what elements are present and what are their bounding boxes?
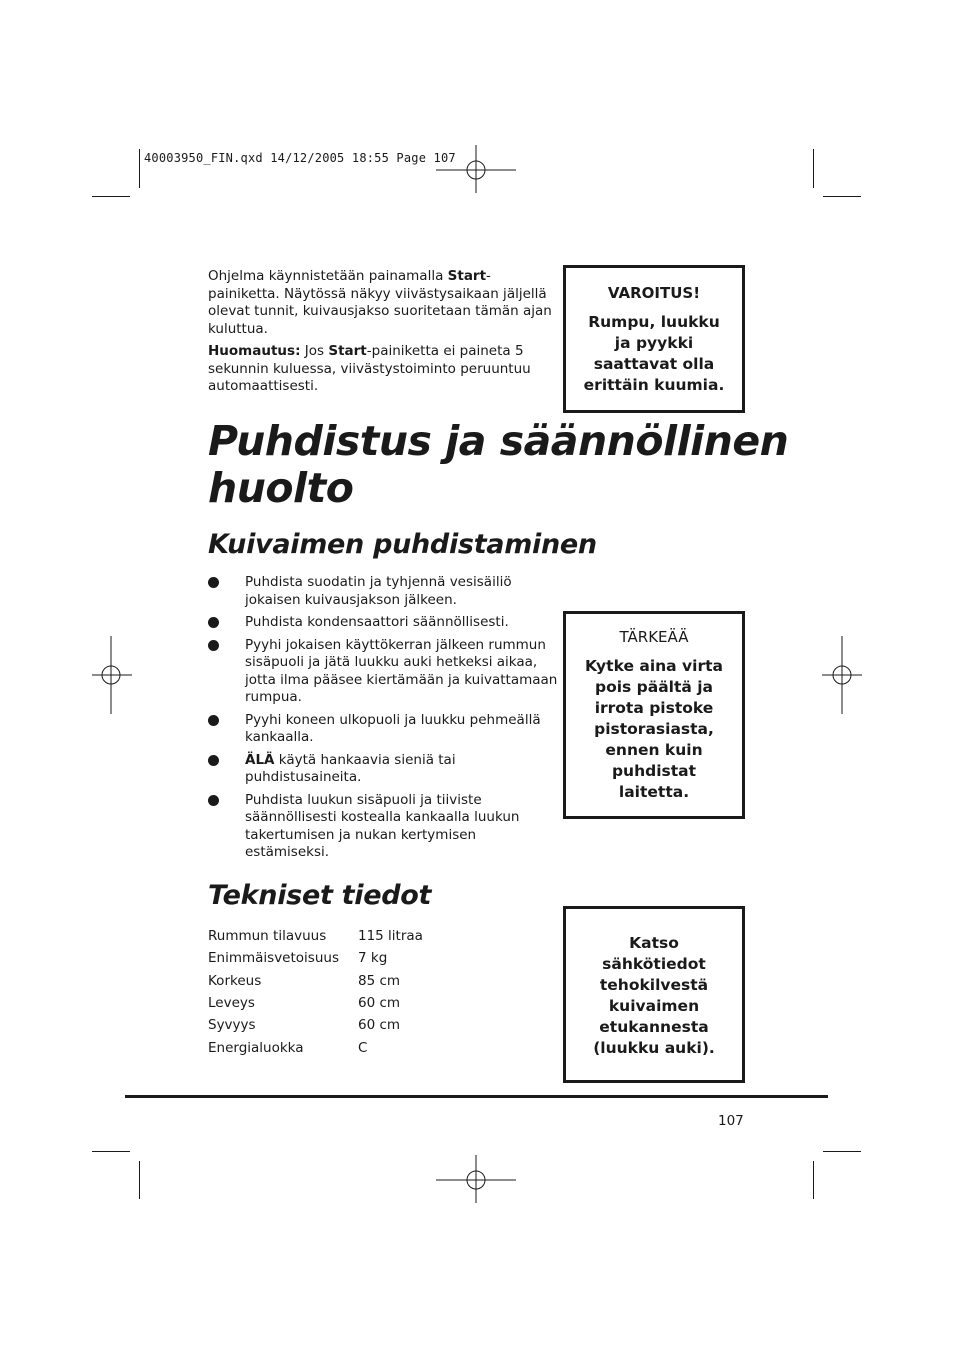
important-heading: TÄRKEÄÄ <box>619 628 689 646</box>
table-row: Syvyys 60 cm <box>208 1017 401 1034</box>
crop-mark <box>823 196 861 197</box>
registration-mark-icon <box>436 145 516 195</box>
footer-rule <box>125 1095 828 1098</box>
cleaning-list <box>208 574 563 867</box>
crop-mark <box>813 149 814 188</box>
bullet-icon <box>208 577 219 588</box>
table-row: Enimmäisvetoisuus 7 kg <box>208 950 388 967</box>
crop-mark <box>813 1161 814 1199</box>
crop-mark <box>92 196 130 197</box>
table-row: Leveys 60 cm <box>208 995 401 1012</box>
section-heading-specs: Tekniset tiedot <box>208 880 432 911</box>
note-paragraph: Huomautus: Jos Start-painiketta ei paineta 5 sekunnin kuluessa, viivästystoiminto peruuntuu automaattisesti. <box>208 343 531 394</box>
list-item: ÄLÄ käytä hankaavia sieniä tai puhdistusaineita. <box>208 752 563 787</box>
intro-text <box>208 268 558 401</box>
list-item: Puhdista kondensaattori säännöllisesti. <box>208 614 563 632</box>
registration-mark-icon <box>92 636 132 714</box>
print-slug: 40003950_FIN.qxd 14/12/2005 18:55 Page 107 <box>144 151 456 165</box>
page-number: 107 <box>718 1113 744 1129</box>
table-row: Korkeus 85 cm <box>208 972 401 989</box>
registration-mark-icon <box>436 1155 516 1205</box>
section-heading-cleaning: Kuivaimen puhdistaminen <box>208 529 597 560</box>
table-row: Energialuokka C <box>208 1039 368 1056</box>
list-item: Puhdista luukun sisäpuoli ja tiiviste säännöllisesti kostealla kankaalla luukun takertumisen ja nukan kertymisen estämiseksi. <box>208 792 563 862</box>
crop-mark <box>139 1161 140 1199</box>
table-row: Rummun tilavuus 115 litraa <box>208 928 423 945</box>
info-box <box>563 906 745 1083</box>
list-item: Pyyhi jokaisen käyttökerran jälkeen rummun sisäpuoli ja jätä luukku auki hetkeksi aikaa, jotta ilma pääsee kiertämään ja kuivattamaan rumpua. <box>208 637 563 707</box>
page-title: Puhdistus ja säännöllinen huolto <box>208 417 789 512</box>
warning-text: Rumpu, luukku ja pyykki saattavat olla erittäin kuumia. <box>583 313 725 394</box>
warning-heading: VAROITUS! <box>607 284 701 302</box>
crop-mark <box>92 1151 130 1152</box>
list-item: Puhdista suodatin ja tyhjennä vesisäiliö jokaisen kuivausjakson jälkeen. <box>208 574 563 609</box>
bullet-icon <box>208 640 219 651</box>
important-box <box>563 611 745 819</box>
warning-box <box>563 265 745 413</box>
registration-mark-icon <box>822 636 862 714</box>
crop-mark <box>823 1151 861 1152</box>
bullet-icon <box>208 795 219 806</box>
important-text: Kytke aina virta pois päältä ja irrota pistoke pistorasiasta, ennen kuin puhdistat laitetta. <box>585 657 723 801</box>
bullet-icon <box>208 755 219 766</box>
bullet-icon <box>208 715 219 726</box>
intro-paragraph: Ohjelma käynnistetään painamalla Start-painiketta. Näytössä näkyy viivästysaikaan jäljellä olevat tunnit, kuivausjakso suoritetaan tämän ajan kuluttua. <box>208 268 552 337</box>
info-text: Katso sähkötiedot tehokilvestä kuivaimen etukannesta (luukku auki). <box>593 934 715 1057</box>
crop-mark <box>139 149 140 188</box>
specs-table <box>208 925 423 1059</box>
list-item: Pyyhi koneen ulkopuoli ja luukku pehmeällä kankaalla. <box>208 712 563 747</box>
bullet-icon <box>208 617 219 628</box>
